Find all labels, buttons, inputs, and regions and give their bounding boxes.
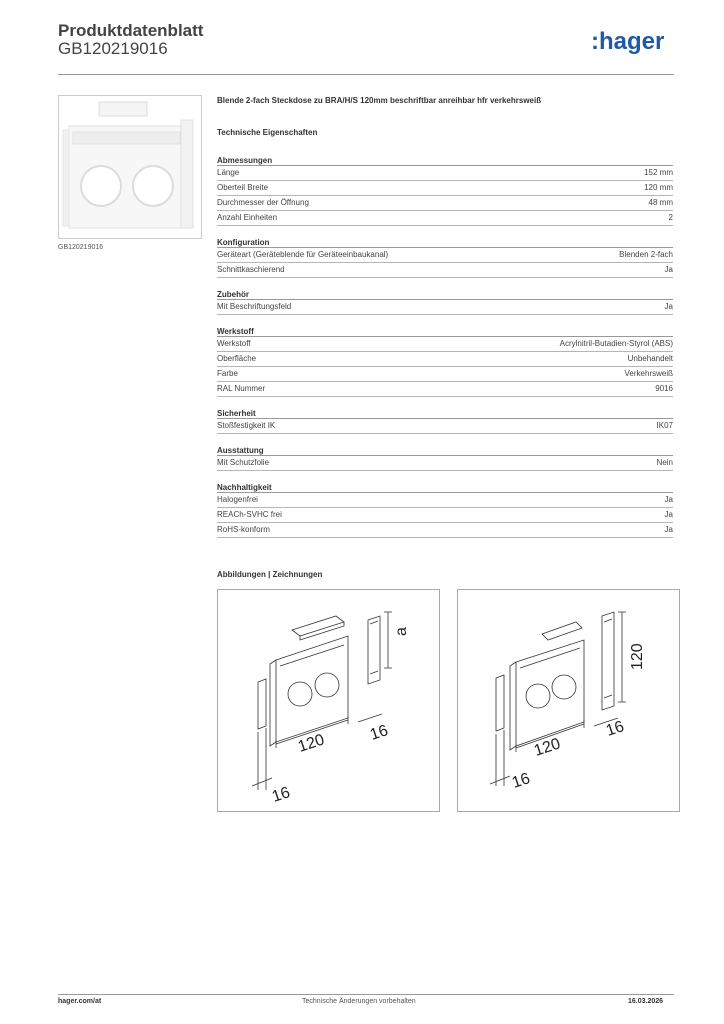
section-zubehör xyxy=(217,289,673,315)
property-row xyxy=(217,367,673,382)
section-title: Nachhaltigkeit xyxy=(217,482,673,493)
technical-properties-heading: Technische Eigenschaften xyxy=(217,128,318,137)
property-value: 2 xyxy=(668,213,673,222)
property-row xyxy=(217,211,673,226)
property-row xyxy=(217,337,673,352)
technical-drawing-right xyxy=(458,590,679,811)
product-photo xyxy=(58,95,202,239)
property-value: 9016 xyxy=(655,384,673,393)
section-title: Werkstoff xyxy=(217,326,673,337)
property-row xyxy=(217,456,673,471)
product-illustration xyxy=(59,96,201,238)
photo-caption: GB120219016 xyxy=(58,244,104,251)
property-row xyxy=(217,419,673,434)
dim-width-label: 120 xyxy=(295,731,327,756)
dim-depth-label: 16 xyxy=(603,718,627,740)
property-row xyxy=(217,493,673,508)
property-value: Nein xyxy=(656,458,673,467)
footer-date: 16.03.2026 xyxy=(628,998,664,1005)
hager-logo xyxy=(591,27,675,57)
section-abmessungen xyxy=(217,155,673,226)
property-row xyxy=(217,196,673,211)
property-label: Halogenfrei xyxy=(217,495,258,504)
property-row xyxy=(217,166,673,181)
property-label: Stoßfestigkeit IK xyxy=(217,421,276,430)
property-value: Acrylnitril-Butadien-Styrol (ABS) xyxy=(559,339,673,348)
property-value: Ja xyxy=(664,265,673,274)
drawing-left xyxy=(217,589,440,812)
property-label: Länge xyxy=(217,168,240,177)
footer-divider xyxy=(58,994,674,995)
property-value: Verkehrsweiß xyxy=(624,369,673,378)
dim-side-label: 16 xyxy=(269,784,293,806)
product-code: GB120219016 xyxy=(58,39,168,58)
section-title: Abmessungen xyxy=(217,155,673,166)
section-ausstattung xyxy=(217,445,673,471)
property-label: Farbe xyxy=(217,369,238,378)
section-title: Sicherheit xyxy=(217,408,673,419)
drawing-right xyxy=(457,589,680,812)
dim-side-label: 16 xyxy=(509,770,533,792)
property-label: Anzahl Einheiten xyxy=(217,213,278,222)
property-row xyxy=(217,523,673,538)
property-value: Ja xyxy=(664,302,673,311)
dim-width-label: 120 xyxy=(531,735,563,760)
drawings-heading: Abbildungen | Zeichnungen xyxy=(217,570,323,579)
property-row xyxy=(217,382,673,397)
dim-height-label: 120 xyxy=(629,643,646,670)
section-werkstoff xyxy=(217,326,673,397)
property-value: 152 mm xyxy=(644,168,673,177)
header-divider xyxy=(58,74,674,75)
section-title: Konfiguration xyxy=(217,237,673,248)
property-label: RoHS-konform xyxy=(217,525,270,534)
property-value: Ja xyxy=(664,495,673,504)
footer-website: hager.com/at xyxy=(58,998,102,1005)
technical-drawing-left xyxy=(218,590,439,811)
property-value: 120 mm xyxy=(644,183,673,192)
property-row xyxy=(217,300,673,315)
property-label: Durchmesser der Öffnung xyxy=(217,198,309,207)
footer-disclaimer: Technische Änderungen vorbehalten xyxy=(302,998,416,1005)
dim-depth-label: 16 xyxy=(367,722,391,744)
property-label: RAL Nummer xyxy=(217,384,266,393)
section-konfiguration xyxy=(217,237,673,278)
section-title: Ausstattung xyxy=(217,445,673,456)
dim-height-label: a xyxy=(393,627,410,636)
property-row xyxy=(217,352,673,367)
section-title: Zubehör xyxy=(217,289,673,300)
property-sections xyxy=(217,155,673,538)
property-label: Werkstoff xyxy=(217,339,251,348)
section-nachhaltigkeit xyxy=(217,482,673,538)
property-value: Blenden 2-fach xyxy=(619,250,673,259)
property-value: 48 mm xyxy=(648,198,673,207)
property-label: REACh-SVHC frei xyxy=(217,510,282,519)
property-label: Schnittkaschierend xyxy=(217,265,285,274)
property-label: Oberfläche xyxy=(217,354,257,363)
section-sicherheit xyxy=(217,408,673,434)
product-properties xyxy=(217,96,673,549)
property-row xyxy=(217,263,673,278)
product-title: Blende 2-fach Steckdose zu BRA/H/S 120mm beschriftbar anreihbar hfr verkehrsweiß xyxy=(217,96,542,105)
property-label: Mit Beschriftungsfeld xyxy=(217,302,292,311)
document-title: Produktdatenblatt xyxy=(58,21,204,40)
property-row xyxy=(217,508,673,523)
hager-logo-text: :hager xyxy=(591,28,665,55)
property-row xyxy=(217,181,673,196)
property-label: Oberteil Breite xyxy=(217,183,269,192)
property-label: Mit Schutzfolie xyxy=(217,458,270,467)
property-value: Unbehandelt xyxy=(627,354,673,363)
property-row xyxy=(217,248,673,263)
property-value: IK07 xyxy=(656,421,673,430)
property-value: Ja xyxy=(664,525,673,534)
property-label: Geräteart (Geräteblende für Geräteeinbaukanal) xyxy=(217,250,389,259)
property-value: Ja xyxy=(664,510,673,519)
